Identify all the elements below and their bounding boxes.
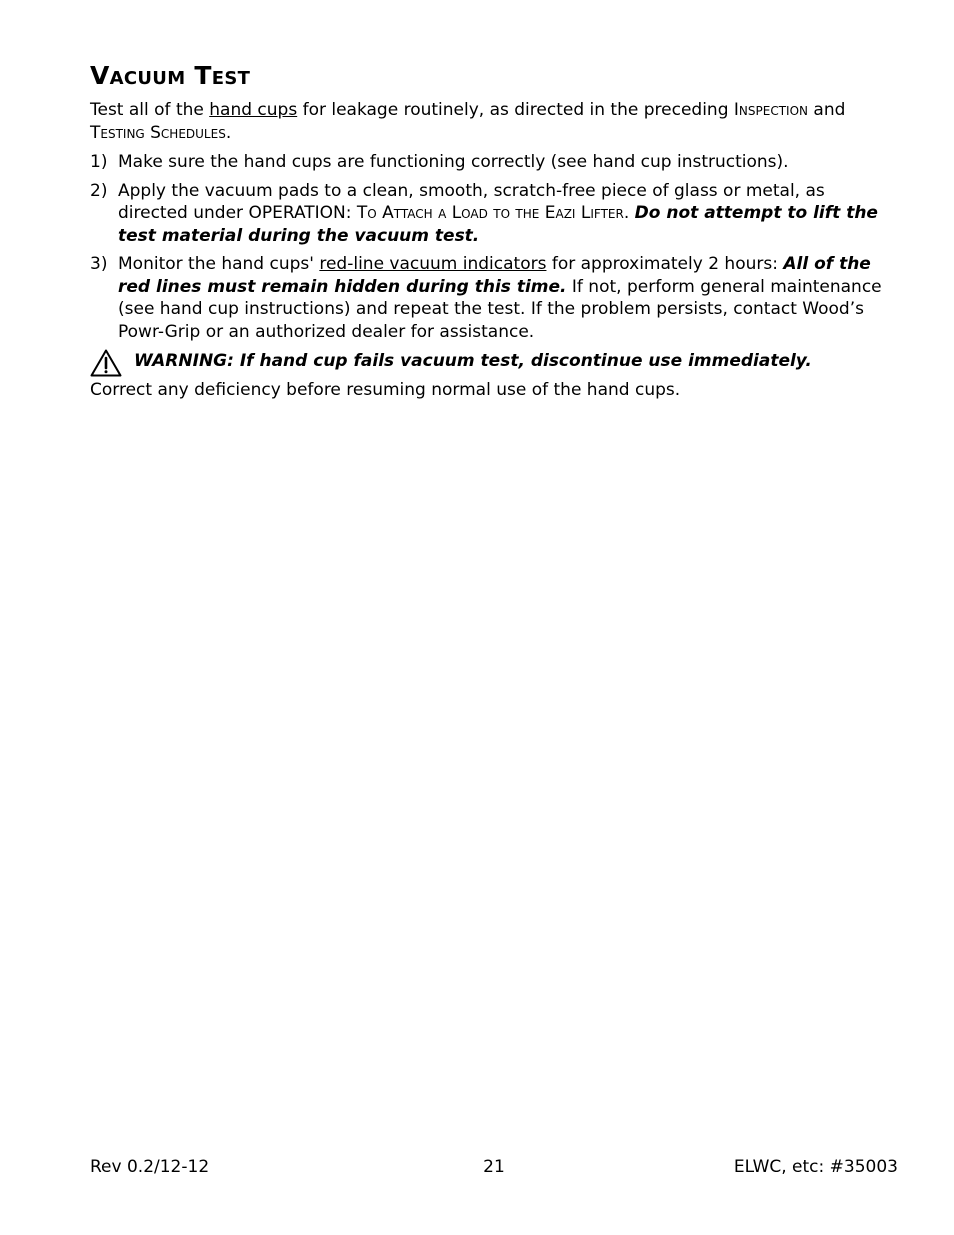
page-footer <box>90 1155 898 1179</box>
document-page <box>90 0 898 1235</box>
section-title: Vacuum Test <box>90 61 251 90</box>
warning-triangle-icon <box>90 349 122 377</box>
step-text: If not, perform general maintenance (see hand cup instructions) and repeat the test. If the problem persists, contact Wood’s Powr-Grip or an authorized dealer for assistance. <box>118 276 882 342</box>
attach-load-reference: To Attach a Load to the Eazi Lifter <box>356 203 624 223</box>
step-text: Apply the vacuum pads to a clean, smooth, scratch-free piece of glass or metal, as directed under OPERATION: <box>118 180 825 223</box>
step-item <box>90 180 898 248</box>
step-item <box>90 253 898 343</box>
hand-cups-link[interactable]: hand cups <box>209 100 298 120</box>
testing-schedules-reference: Testing Schedules <box>90 122 226 143</box>
step-number: 1) <box>90 152 108 172</box>
intro-text-3: and <box>808 100 846 120</box>
document-id: ELWC, etc: #35003 <box>733 1157 898 1177</box>
step-number: 2) <box>90 180 108 201</box>
step-text: . <box>623 203 635 223</box>
step-text: Monitor the hand cups' <box>118 254 320 274</box>
step-text: for approximately 2 hours: <box>546 254 784 274</box>
warning-text: WARNING: If hand cup fails vacuum test, discontinue use immediately. <box>134 351 812 371</box>
step-emphasis: Do not attempt to lift the test material during the vacuum test. <box>118 203 878 246</box>
step-emphasis: All of the red lines must remain hidden during this time. <box>118 254 871 297</box>
revision-label: Rev 0.2/12-12 <box>90 1157 210 1177</box>
warning-callout <box>90 348 898 376</box>
vacuum-indicators-link[interactable]: red-line vacuum indicators <box>319 254 547 274</box>
step-text: Make sure the hand cups are functioning correctly (see hand cup instructions). <box>118 152 789 172</box>
step-number: 3) <box>90 254 108 274</box>
closing-paragraph: Correct any deficiency before resuming normal use of the hand cups. <box>90 380 681 400</box>
page-number: 21 <box>483 1157 505 1177</box>
step-item <box>90 151 898 174</box>
intro-text-4: . <box>225 122 232 143</box>
inspection-reference: Inspection <box>733 100 808 120</box>
procedure-steps <box>90 151 898 349</box>
intro-text-1: Test all of the <box>90 100 210 120</box>
intro-paragraph <box>90 99 898 144</box>
intro-text-2: for leakage routinely, as directed in the preceding <box>297 100 734 120</box>
